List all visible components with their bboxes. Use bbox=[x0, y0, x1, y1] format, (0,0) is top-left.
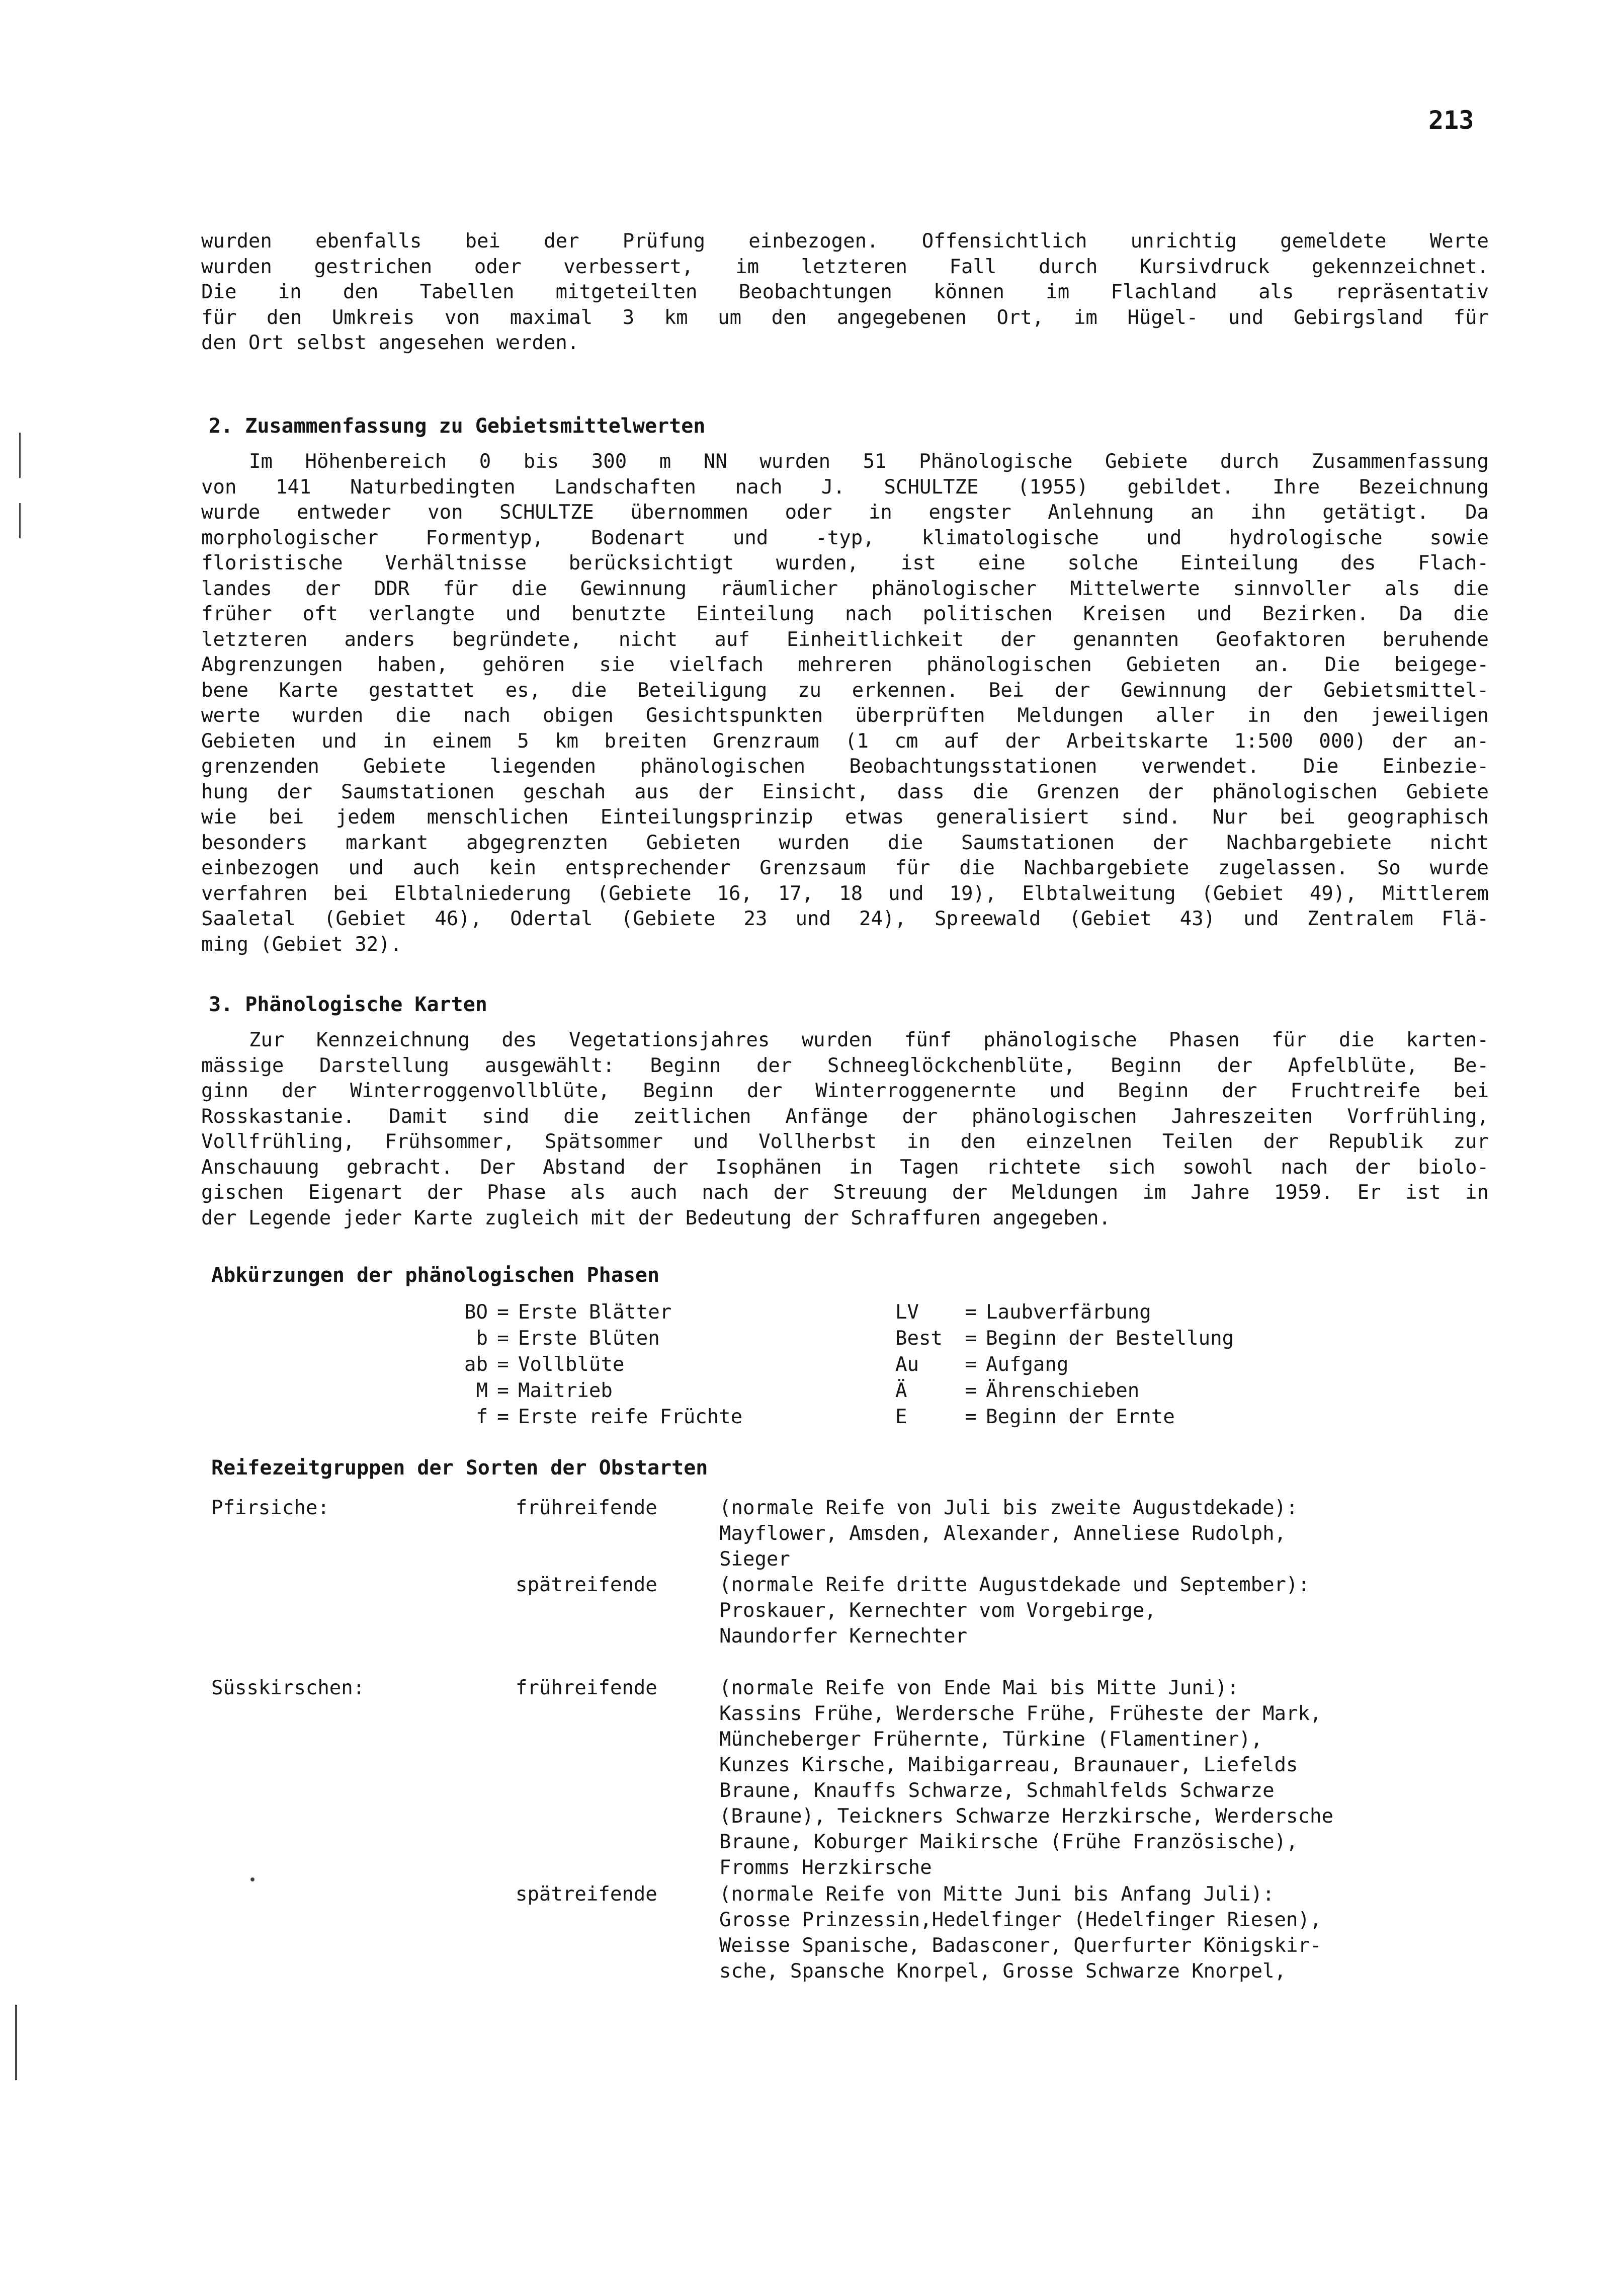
text-line: wie bei jedem menschlichen Einteilungsprinzip etwas generalisiert sind. Nur bei geographisch bbox=[201, 806, 1489, 829]
text-line: gischen Eigenart der Phase als auch nach der Streuung der Meldungen im Jahre 1959. Er ist in bbox=[201, 1181, 1489, 1204]
scan-margin-mark bbox=[19, 433, 21, 478]
text-line: Die in den Tabellen mitgeteilten Beobachtungen können im Flachland als repräsentativ bbox=[201, 281, 1489, 303]
abbreviation-value: Erste reife Früchte bbox=[518, 1406, 743, 1428]
text-line: den Ort selbst angesehen werden. bbox=[201, 332, 579, 354]
text-line: einbezogen und auch kein entsprechender Grenzsaum für die Nachbargebiete zugelassen. So wurde bbox=[201, 857, 1489, 879]
section-3-paragraph bbox=[201, 1028, 1489, 1231]
abbreviation-item bbox=[895, 1326, 1234, 1352]
abbreviation-key: LV bbox=[895, 1301, 919, 1324]
text-line: Naundorfer Kernechter bbox=[719, 1625, 968, 1648]
text-line: Braune, Koburger Maikirsche (Frühe Französische), bbox=[719, 1831, 1298, 1853]
ripening-group-label: frühreifende bbox=[516, 1677, 657, 1699]
text-line: ginn der Winterroggenvollblüte, Beginn der Winterroggenernte und Beginn der Fruchtreife bei bbox=[201, 1080, 1489, 1102]
ripening-group-label: spätreifende bbox=[516, 1574, 657, 1596]
abbreviation-key: f bbox=[476, 1406, 488, 1428]
abbreviation-key: Best bbox=[895, 1327, 943, 1350]
text-line: Müncheberger Frühernte, Türkine (Flamentiner), bbox=[719, 1728, 1263, 1751]
abbreviation-key: E bbox=[895, 1406, 907, 1428]
text-line: Gebieten und in einem 5 km breiten Grenzraum (1 cm auf der Arbeitskarte 1:500 000) der an- bbox=[201, 729, 1489, 753]
scan-margin-mark bbox=[250, 1877, 255, 1881]
page-number: 213 bbox=[1428, 106, 1474, 135]
text-line: Rosskastanie. Damit sind die zeitlichen Anfänge der phänologischen Jahreszeiten Vorfrühling, bbox=[201, 1105, 1489, 1128]
text-line: wurden gestrichen oder verbessert, im letzteren Fall durch Kursivdruck gekennzeichnet. bbox=[201, 255, 1489, 278]
abbreviation-item bbox=[895, 1404, 1175, 1430]
scan-margin-mark bbox=[19, 503, 21, 538]
fruit-type-label: Süsskirschen: bbox=[211, 1677, 365, 1699]
equals-sign: = bbox=[965, 1406, 977, 1428]
text-line: von 141 Naturbedingten Landschaften nach J. SCHULTZE (1955) gebildet. Ihre Bezeichnung bbox=[201, 475, 1489, 499]
abbreviation-item bbox=[412, 1378, 613, 1404]
text-line: Vollfrühling, Frühsommer, Spätsommer und Vollherbst in den einzelnen Teilen der Republik zur bbox=[201, 1130, 1489, 1153]
scan-margin-mark bbox=[15, 2005, 17, 2080]
text-line: Braune, Knauffs Schwarze, Schmahlfelds Schwarze bbox=[719, 1779, 1275, 1802]
intro-paragraph bbox=[201, 229, 1489, 356]
variety-list bbox=[719, 1495, 1489, 1572]
text-line: letzteren anders begründete, nicht auf Einheitlichkeit der genannten Geofaktoren beruhende bbox=[201, 628, 1489, 651]
text-line: landes der DDR für die Gewinnung räumlicher phänologischer Mittelwerte sinnvoller als die bbox=[201, 577, 1489, 600]
text-line: Sieger bbox=[719, 1548, 790, 1571]
text-line: der Legende jeder Karte zugleich mit der Bedeutung der Schraffuren angegeben. bbox=[201, 1206, 1111, 1229]
text-line: früher oft verlangte und benutzte Einteilung nach politischen Kreisen und Bezirken. Da die bbox=[201, 603, 1489, 625]
abbreviation-item bbox=[412, 1299, 671, 1326]
abbreviation-value: Laubverfärbung bbox=[986, 1301, 1151, 1324]
text-line: grenzenden Gebiete liegenden phänologischen Beobachtungsstationen verwendet. Die Einbezie- bbox=[201, 755, 1489, 778]
text-line: bene Karte gestattet es, die Beteiligung zu erkennen. Bei der Gewinnung der Gebietsmittel- bbox=[201, 679, 1489, 702]
text-line: floristische Verhältnisse berücksichtigt wurden, ist eine solche Einteilung des Flach- bbox=[201, 552, 1489, 575]
text-line: Im Höhenbereich 0 bis 300 m NN wurden 51 Phänologische Gebiete durch Zusammenfassung bbox=[249, 450, 1489, 473]
section-2-paragraph bbox=[201, 449, 1489, 957]
abbreviations-heading: Abkürzungen der phänologischen Phasen bbox=[211, 1264, 660, 1287]
text-line: (normale Reife von Mitte Juni bis Anfang Juli): bbox=[719, 1883, 1275, 1906]
text-line: (normale Reife von Ende Mai bis Mitte Juni): bbox=[719, 1677, 1239, 1699]
abbreviation-key: ab bbox=[464, 1353, 488, 1376]
fruit-groups-heading: Reifezeitgruppen der Sorten der Obstarten bbox=[211, 1456, 708, 1480]
ripening-group-label: spätreifende bbox=[516, 1883, 657, 1906]
equals-sign: = bbox=[497, 1301, 509, 1324]
text-line: Kunzes Kirsche, Maibigarreau, Braunauer, Liefelds bbox=[719, 1754, 1298, 1776]
ripening-group-label: frühreifende bbox=[516, 1497, 657, 1519]
text-line: Saaletal (Gebiet 46), Odertal (Gebiete 23 und 24), Spreewald (Gebiet 43) und Zentralem Flä- bbox=[201, 908, 1489, 930]
section-heading: 2. Zusammenfassung zu Gebietsmittelwerten bbox=[209, 415, 706, 438]
text-line: Kassins Frühe, Werdersche Frühe, Früheste der Mark, bbox=[719, 1702, 1322, 1725]
variety-list bbox=[719, 1675, 1489, 1880]
text-line: Weisse Spanische, Badasconer, Querfurter Königskir- bbox=[719, 1934, 1322, 1957]
text-line: Anschauung gebracht. Der Abstand der Isophänen in Tagen richtete sich sowohl nach der biolo- bbox=[201, 1156, 1489, 1179]
abbreviation-key: BO bbox=[464, 1301, 488, 1324]
text-line: werte wurden die nach obigen Gesichtspunkten überprüften Meldungen aller in den jeweiligen bbox=[201, 704, 1489, 727]
abbreviation-item bbox=[412, 1326, 660, 1352]
equals-sign: = bbox=[497, 1327, 509, 1350]
abbreviation-item bbox=[895, 1378, 1139, 1404]
text-line: verfahren bei Elbtalniederung (Gebiete 16, 17, 18 und 19), Elbtalweitung (Gebiet 49), Mittlerem bbox=[201, 882, 1489, 905]
equals-sign: = bbox=[497, 1406, 509, 1428]
text-line: Mayflower, Amsden, Alexander, Anneliese Rudolph, bbox=[719, 1522, 1287, 1545]
text-line: für den Umkreis von maximal 3 km um den angegebenen Ort, im Hügel- und Gebirgsland für bbox=[201, 306, 1489, 329]
text-line: wurde entweder von SCHULTZE übernommen oder in engster Anlehnung an ihn getätigt. Da bbox=[201, 501, 1489, 524]
variety-list bbox=[719, 1572, 1489, 1649]
abbreviation-key: Au bbox=[895, 1353, 919, 1376]
section-heading: 3. Phänologische Karten bbox=[209, 993, 487, 1016]
text-line: (Braune), Teickners Schwarze Herzkirsche, Werdersche bbox=[719, 1805, 1333, 1828]
equals-sign: = bbox=[497, 1353, 509, 1376]
abbreviation-value: Beginn der Ernte bbox=[986, 1406, 1175, 1428]
text-line: sche, Spansche Knorpel, Grosse Schwarze Knorpel, bbox=[719, 1960, 1287, 1983]
equals-sign: = bbox=[965, 1353, 977, 1376]
abbreviation-key: b bbox=[476, 1327, 488, 1350]
abbreviation-value: Ährenschieben bbox=[986, 1379, 1140, 1402]
text-line: Zur Kennzeichnung des Vegetationsjahres wurden fünf phänologische Phasen für die karten- bbox=[249, 1029, 1489, 1051]
abbreviation-value: Vollblüte bbox=[518, 1353, 625, 1376]
abbreviation-key: M bbox=[476, 1379, 488, 1402]
equals-sign: = bbox=[965, 1301, 977, 1324]
abbreviation-value: Maitrieb bbox=[518, 1379, 613, 1402]
equals-sign: = bbox=[497, 1379, 509, 1402]
text-line: ming (Gebiet 32). bbox=[201, 933, 402, 956]
abbreviation-item bbox=[412, 1352, 624, 1378]
text-line: hung der Saumstationen geschah aus der Einsicht, dass die Grenzen der phänologischen Gebiete bbox=[201, 780, 1489, 803]
abbreviation-value: Beginn der Bestellung bbox=[986, 1327, 1234, 1350]
abbreviation-item bbox=[895, 1352, 1068, 1378]
variety-list bbox=[719, 1881, 1489, 1984]
text-line: (normale Reife von Juli bis zweite Augustdekade): bbox=[719, 1497, 1298, 1519]
fruit-type-label: Pfirsiche: bbox=[211, 1497, 329, 1519]
abbreviation-item bbox=[412, 1404, 742, 1430]
text-line: wurden ebenfalls bei der Prüfung einbezogen. Offensichtlich unrichtig gemeldete Werte bbox=[201, 230, 1489, 253]
text-line: morphologischer Formentyp, Bodenart und -typ, klimatologische und hydrologische sowie bbox=[201, 526, 1489, 549]
text-line: Grosse Prinzessin,Hedelfinger (Hedelfinger Riesen), bbox=[719, 1909, 1322, 1931]
abbreviation-value: Erste Blätter bbox=[518, 1301, 672, 1324]
equals-sign: = bbox=[965, 1327, 977, 1350]
equals-sign: = bbox=[965, 1379, 977, 1402]
abbreviation-item bbox=[895, 1299, 1151, 1326]
text-line: Proskauer, Kernechter vom Vorgebirge, bbox=[719, 1599, 1156, 1622]
text-line: Abgrenzungen haben, gehören sie vielfach mehreren phänologischen Gebieten an. Die beigege- bbox=[201, 653, 1489, 676]
text-line: (normale Reife dritte Augustdekade und September): bbox=[719, 1574, 1310, 1596]
abbreviation-key: Ä bbox=[895, 1379, 907, 1402]
abbreviation-value: Aufgang bbox=[986, 1353, 1069, 1376]
text-line: besonders markant abgegrenzten Gebieten wurden die Saumstationen der Nachbargebiete nicht bbox=[201, 831, 1489, 854]
text-line: mässige Darstellung ausgewählt: Beginn der Schneeglöckchenblüte, Beginn der Apfelblüte, Be- bbox=[201, 1054, 1489, 1077]
text-line: Fromms Herzkirsche bbox=[719, 1856, 932, 1879]
abbreviation-value: Erste Blüten bbox=[518, 1327, 660, 1350]
